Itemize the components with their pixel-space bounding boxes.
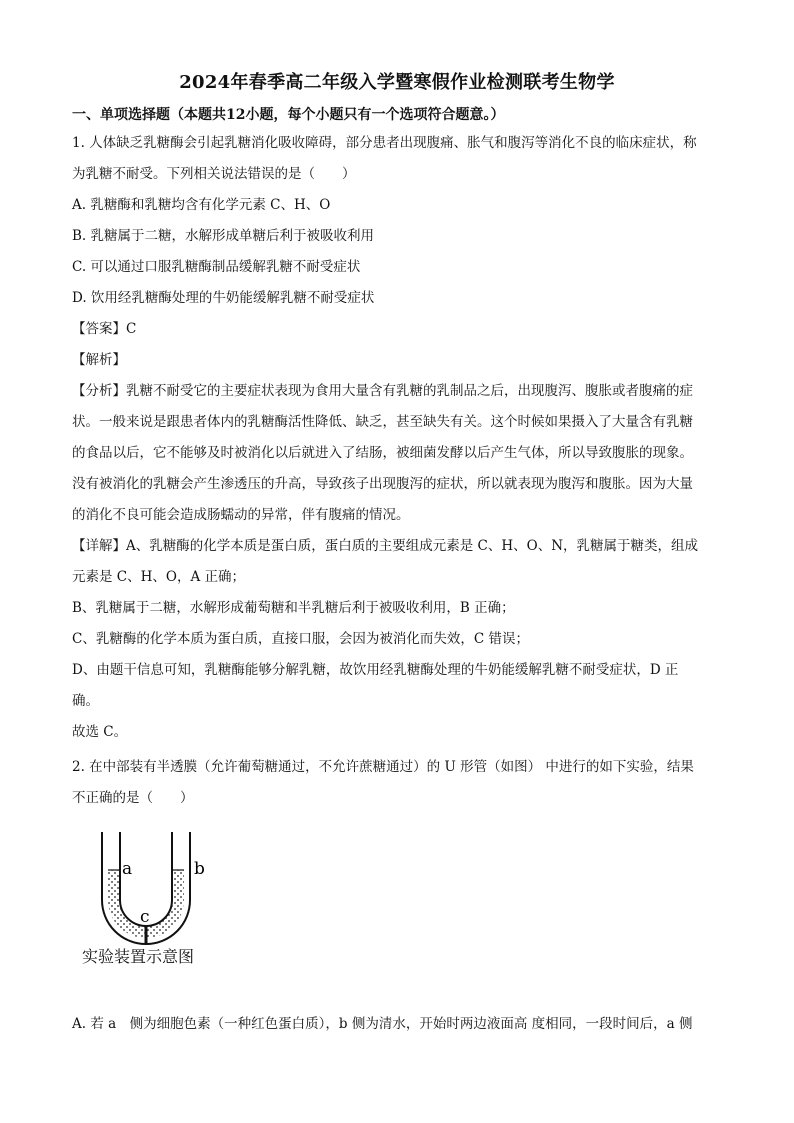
detail-line: 元素是 C、H、O，A 正确； — [72, 569, 246, 585]
label-b: b — [194, 859, 205, 879]
detail-line: B、乳糖属于二糖，水解形成葡萄糖和半乳糖后利于被吸收利用，B 正确； — [72, 600, 515, 616]
conclusion: 故选 C。 — [72, 724, 128, 740]
analysis-line: 的食品以后，它不能够及时被消化以后就进入了结肠，被细菌发酵以后产生气体，所以导致腹胀的现象。 — [72, 445, 693, 461]
question-2-stem-cont: 不正确的是（ ） — [72, 790, 194, 806]
answer: 【答案】C — [72, 321, 137, 337]
option-b: B. 乳糖属于二糖，水解形成单糖后利于被吸收利用 — [72, 228, 375, 244]
page-title: 2024年春季高二年级入学暨寒假作业检测联考生物学 — [179, 72, 615, 93]
section-heading: 一、单项选择题（本题共12小题，每个小题只有一个选项符合题意。） — [72, 107, 505, 123]
analysis-line: 状。一般来说是跟患者体内的乳糖酶活性降低、缺乏，甚至缺失有关。这个时候如果摄入了大量含有乳糖 — [72, 414, 693, 430]
figure-caption: 实验装置示意图 — [82, 947, 195, 966]
question-1-stem: 1. 人体缺乏乳糖酶会引起乳糖消化吸收障碍，部分患者出现腹痛、胀气和腹泻等消化不良的临床症状，称 — [72, 135, 697, 151]
option-c: C. 可以通过口服乳糖酶制品缓解乳糖不耐受症状 — [72, 259, 361, 275]
detail-line: 【详解】A、乳糖酶的化学本质是蛋白质，蛋白质的主要组成元素是 C、H、O、N，乳糖属于糖类，组成 — [72, 538, 699, 554]
label-a: a — [122, 859, 133, 879]
question-1-stem-cont: 为乳糖不耐受。下列相关说法错误的是（ ） — [72, 166, 356, 182]
label-c: c — [140, 907, 150, 927]
option-a: A. 乳糖酶和乳糖均含有化学元素 C、H、O — [72, 197, 331, 213]
analysis-line: 没有被消化的乳糖会产生渗透压的升高，导致孩子出现腹泻的症状，所以就表现为腹泻和腹胀。因为大量 — [72, 476, 693, 492]
analysis-heading: 【解析】 — [72, 352, 126, 368]
analysis-line: 的消化不良可能会造成肠蠕动的异常，伴有腹痛的情况。 — [72, 507, 410, 523]
question-2-stem: 2. 在中部装有半透膜（允许葡萄糖通过，不允许蔗糖通过）的 U 形管（如图） 中进行的如下实验，结果 — [72, 759, 694, 775]
detail-line: 确。 — [72, 693, 99, 709]
analysis-line: 【分析】乳糖不耐受它的主要症状表现为食用大量含有乳糖的乳制品之后，出现腹泻、腹胀或者腹痛的症 — [72, 383, 693, 399]
option-d: D. 饮用经乳糖酶处理的牛奶能缓解乳糖不耐受症状 — [72, 290, 375, 306]
detail-line: C、乳糖酶的化学本质为蛋白质，直接口服，会因为被消化而失效，C 错误； — [72, 631, 529, 647]
detail-line: D、由题干信息可知，乳糖酶能够分解乳糖，故饮用经乳糖酶处理的牛奶能缓解乳糖不耐受症状，D 正 — [72, 662, 679, 678]
question-2-option-a: A. 若 a 侧为细胞色素（一种红色蛋白质），b 侧为清水，开始时两边液面高 度相同，一段时间后，a 侧 — [72, 1016, 693, 1032]
